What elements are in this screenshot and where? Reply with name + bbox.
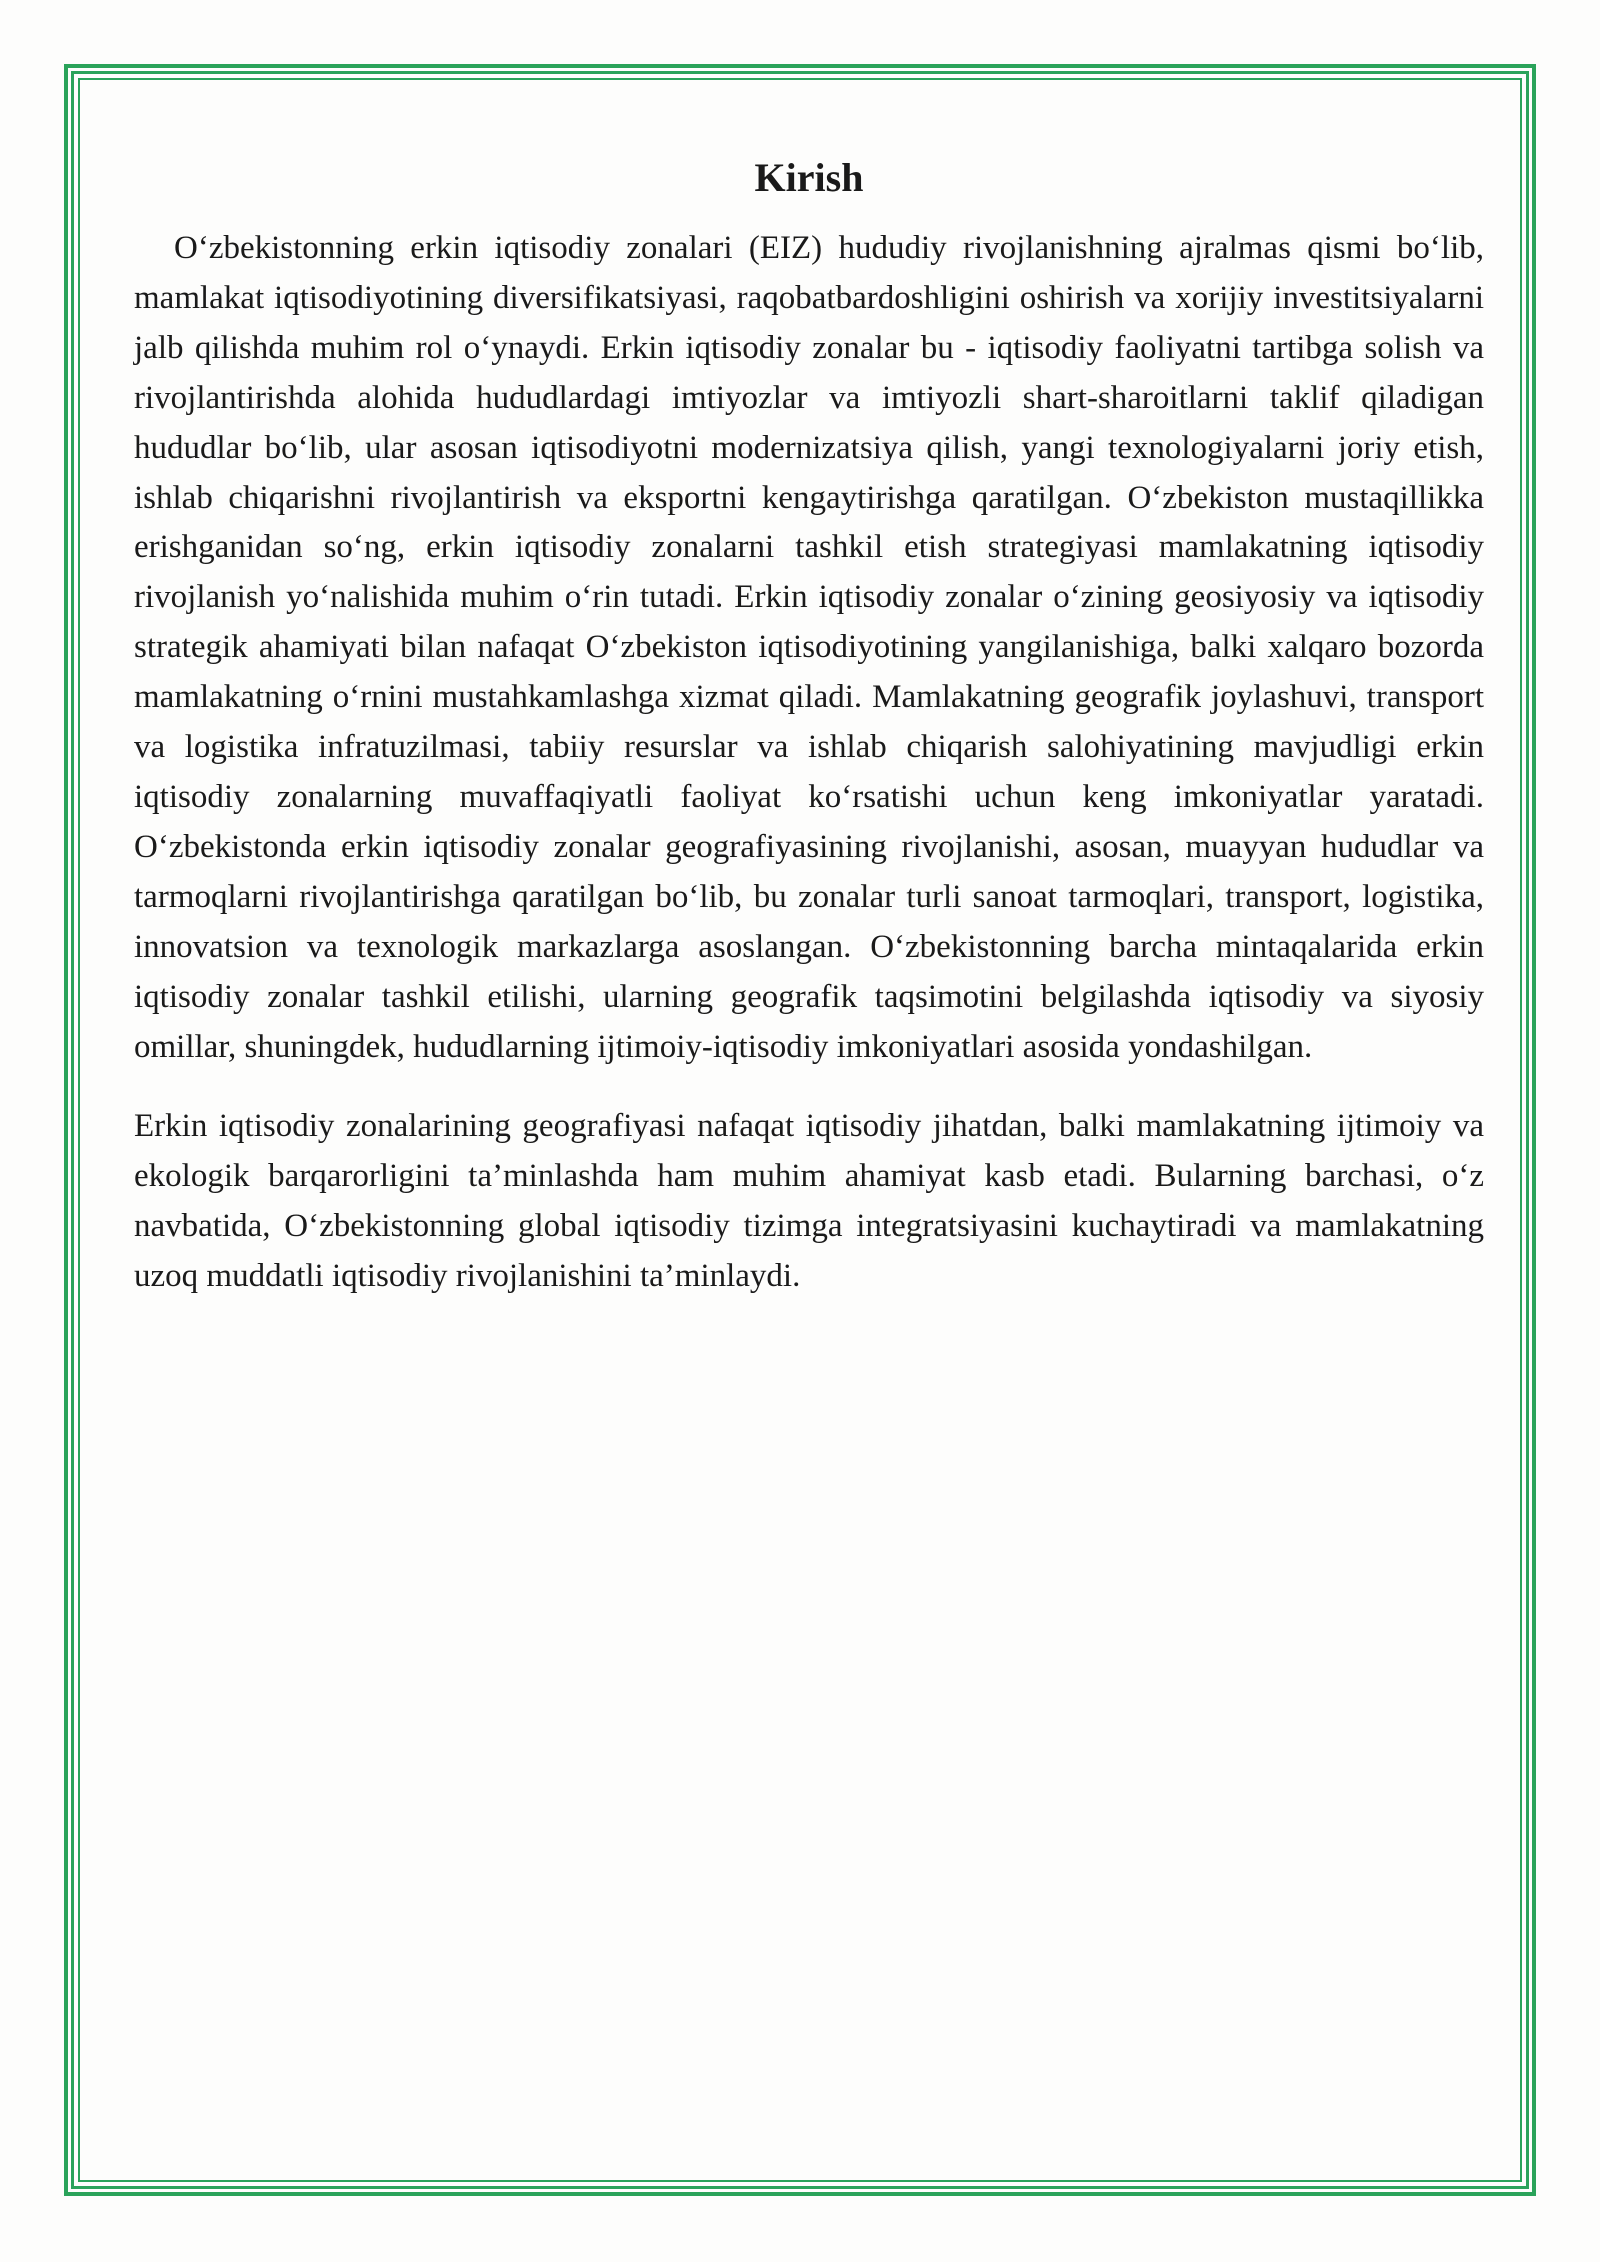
document-title: Kirish [754, 155, 864, 200]
document-body [134, 150, 1484, 1302]
paragraph-1: O‘zbekistonning erkin iqtisodiy zonalari (EIZ) hududiy rivojlanishning ajralmas qismi bo‘lib, mamlakat iqtisodiyotining diversifikatsiyasi, raqobatbardoshligini oshirish va xorijiy investitsiyalarni jalb qilishda muhim rol o‘ynaydi. Erkin iqtisodiy zonalar bu - iqtisodiy faoliyatni tartibga solish va rivojlantirishda alohida hududlardagi imtiyozlar va imtiyozli shart-sharoitlarni taklif qiladigan hududlar bo‘lib, ular asosan iqtisodiyotni modernizatsiya qilish, yangi texnologiyalarni joriy etish, ishlab chiqarishni rivojlantirish va eksportni kengaytirishga qaratilgan. O‘zbekiston mustaqillikka erishganidan so‘ng, erkin iqtisodiy zonalarni tashkil etish strategiyasi mamlakatning iqtisodiy rivojlanish yo‘nalishida muhim o‘rin tutadi. Erkin iqtisodiy zonalar o‘zining geosiyosiy va iqtisodiy strategik ahamiyati bilan nafaqat O‘zbekiston iqtisodiyotining yangilanishiga, balki xalqaro bozorda mamlakatning o‘rnini mustahkamlashga xizmat qiladi. Mamlakatning geografik joylashuvi, transport va logistika infratuzilmasi, tabiiy resurslar va ishlab chiqarish salohiyatining mavjudligi erkin iqtisodiy zonalarning muvaffaqiyatli faoliyat ko‘rsatishi uchun keng imkoniyatlar yaratadi. O‘zbekistonda erkin iqtisodiy zonalar geografiyasining rivojlanishi, asosan, muayyan hududlar va tarmoqlarni rivojlantirishga qaratilgan bo‘lib, bu zonalar turli sanoat tarmoqlari, transport, logistika, innovatsion va texnologik markazlarga asoslangan. O‘zbekistonning barcha mintaqalarida erkin iqtisodiy zonalar tashkil etilishi, ularning geografik taqsimotini belgilashda iqtisodiy va siyosiy omillar, shuningdek, hududlarning ijtimoiy-iqtisodiy imkoniyatlari asosida yondashilgan. [134, 230, 1484, 1065]
paragraph-2: Erkin iqtisodiy zonalarining geografiyasi nafaqat iqtisodiy jihatdan, balki mamlakatning ijtimoiy va ekologik barqarorligini ta’minlashda ham muhim ahamiyat kasb etadi. Bularning barchasi, o‘z navbatida, O‘zbekistonning global iqtisodiy tizimga integratsiyasini kuchaytiradi va mamlakatning uzoq muddatli iqtisodiy rivojlanishini ta’minlaydi. [134, 1108, 1484, 1295]
